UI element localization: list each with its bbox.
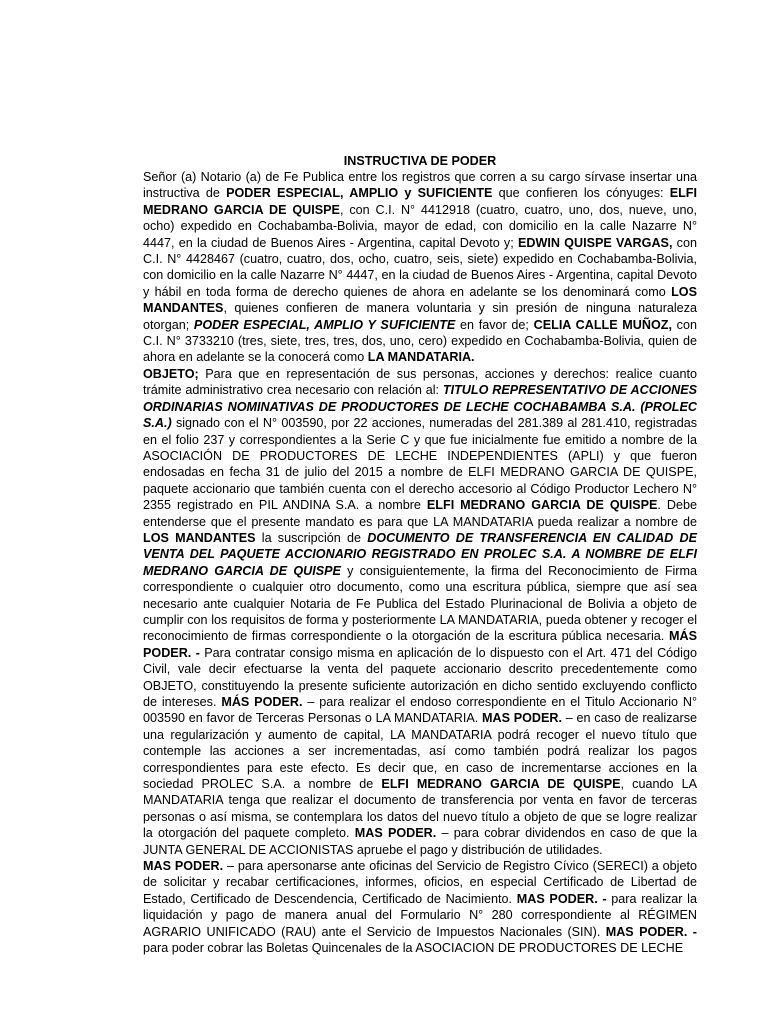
paragraph-text: la suscripción de [255,530,368,545]
paragraph-text: y consiguientemente, la firma del Reconocimiento de Firma correspondiente o cualquier otro documento, como una escritura pública, siempre que así sea necesario ante cualquier Notaria de Fe Publica del Estado Plurinacional de Bolivia a objeto de cumplir con los requisitos de forma y posteriormente LA MANDATARIA, pueda obtener y recoger el reconocimiento de firmas correspondiente o la otorgación de la escritura pública necesaria. [143,563,697,644]
paragraph-text: Para que en representación de sus personas, acciones y derechos: realice cuanto trámite administrativo crea necesario con relación al: [143,366,697,398]
paragraph-mas-poder [143,858,697,956]
paragraph-text: Para contratar consigo misma en aplicación de lo dispuesto con el Art. 471 del Código Civil, vale decir efectuarse la venta del paquete accionario descrito precedentemente como OBJETO, constituyendo la presente suficiente autorización en dicho sentido excluyendo conflicto de intereses. [143,645,697,709]
paragraph-text: signado con el N° 003590, por 22 acciones, numeradas del 281.389 al 281.410, registradas en el folio 237 y correspondientes a la Serie C y que fue inicialmente fue emitido a nombre de la ASOCIACIÓN DE PRODUCTORES DE LECHE INDEPENDIENTES (APLI) y que fueron endosadas en fecha 31 de julio del 2015 a nombre de ELFI MEDRANO GARCIA DE QUISPE, paquete accionario que también cuenta con el derecho accesorio al Código Productor Lechero N° 2355 registrado en PIL ANDINA S.A. a nombre [143,416,697,513]
emphasized-text: MAS PODER. [481,711,563,726]
paragraph-text: para realizar la liquidación y pago de manera anual del Formulario N° 280 correspondiente al RÉGIMEN AGRARIO UNIFICADO (RAU) ante el Servicio de Impuestos Nacionales (SIN). [143,891,697,939]
emphasized-text: TITULO REPRESENTATIVO DE ACCIONES ORDINARIAS NOMINATIVAS DE PRODUCTORES DE LECHE COCHABAMBA S.A. (PROLEC S.A.) [143,383,697,431]
paragraph-text: – para apersonarse ante oficinas del Servicio de Registro Cívico (SERECI) a objeto de solicitar y recabar certificaciones, informes, oficios, en especial Certificado de Libertad de Estado, Certificado de Descendencia, Certificado de Nacimiento. [143,859,697,906]
emphasized-text: LA MANDATARIA. [367,350,475,365]
emphasized-text: PODER ESPECIAL, AMPLIO Y SUFICIENTE [193,317,456,332]
document-title: INSTRUCTIVA DE PODER [343,154,497,168]
document-body [143,169,697,957]
emphasized-text: MAS PODER. - [605,924,697,939]
paragraph-text: – para realizar el endoso correspondiente en el Titulo Accionario N° 003590 en favor de Terceras Personas o LA MANDATARIA. [143,695,697,726]
emphasized-text: PODER ESPECIAL, AMPLIO y SUFICIENTE [226,186,493,201]
emphasized-text: ELFI MEDRANO GARCIA DE QUISPE [381,777,621,792]
paragraph-text: – para cobrar dividendos en caso de que la JUNTA GENERAL DE ACCIONISTAS apruebe el pago y distribución de utilidades. [143,826,697,857]
emphasized-text: OBJETO; [143,366,199,381]
paragraph-text: , cuando LA MANDATARIA tenga que realizar el documento de transferencia por venta en favor de terceras personas o así misma, se contemplara los datos del nuevo título a objeto de que se logre realizar la otorgación del paquete completo. [143,777,698,841]
emphasized-text: EDWIN QUISPE VARGAS, [517,235,673,250]
emphasized-text: ELFI MEDRANO GARCIA DE QUISPE [143,186,698,217]
emphasized-text: ELFI MEDRANO GARCIA DE QUISPE [426,498,658,513]
paragraph-text: que confieren los cónyuges: [492,186,670,201]
paragraph-text: para poder cobrar las Boletas Quincenales de la ASOCIACION DE PRODUCTORES DE LECHE [143,941,684,956]
paragraph-text: , quienes confieren de manera voluntaria y sin presión de ninguna naturaleza otorgan; [143,301,697,332]
paragraph-text: Señor (a) Notario (a) de Fe Publica entre los registros que corren a su cargo sírvase insertar una instructiva de [143,170,697,201]
emphasized-text: MAS PODER. [354,826,437,841]
paragraph-text: con C.I. N° 3733210 (tres, siete, tres, tres, dos, uno, cero) expedido en Cochabamba-Bolivia, quien de ahora en adelante se la conocerá como [143,317,697,365]
emphasized-text: CELIA CALLE MUÑOZ, [533,317,672,332]
paragraph-text: , con C.I. N° 4412918 (cuatro, cuatro, uno, dos, nueve, uno, ocho) expedido en Cochabamba-Bolivia, mayor de edad, con domicilio en la calle Nazarre N° 4447, en la ciudad de Buenos Aires - Argentina, capital Devoto y; [143,202,697,250]
emphasized-text: MAS PODER. [143,859,224,874]
paragraph-objeto [143,366,697,858]
emphasized-text: MÁS PODER. - [143,629,697,660]
paragraph-text: con C.I. N° 4428467 (cuatro, cuatro, dos, ocho, cuatro, seis, siete) expedido en Cochabamba-Bolivia, con domicilio en la calle Nazarre N° 4447, en la ciudad de Buenos Aires - Argentina, capital Devoto y hábil en toda forma de derecho quienes de ahora en adelante se los denominará como [143,235,697,299]
paragraph-text: – en caso de realizarse una regularización y aumento de capital, LA MANDATARIA podrá recoger el nuevo título que contemple las acciones a ser incrementadas, así como también podrá realizar los pagos correspondientes para este efecto. Es decir que, en caso de incrementarse acciones en la sociedad PROLEC S.A. a nombre de [143,711,697,792]
emphasized-text: MÁS PODER. [221,695,303,709]
emphasized-text: DOCUMENTO DE TRANSFERENCIA EN CALIDAD DE VENTA DEL PAQUETE ACCIONARIO REGISTRADO EN PROLEC S.A. A NOMBRE DE ELFI MEDRANO GARCIA DE QUISPE [143,530,697,578]
emphasized-text: LOS MANDANTES [143,530,256,545]
paragraph-text: en favor de; [455,317,534,332]
emphasized-text: MAS PODER. - [516,891,607,906]
paragraph-mandantes [143,169,697,366]
paragraph-text: . Debe entenderse que el presente mandato es para que LA MANDATARIA pueda realizar a nombre de [143,498,697,529]
emphasized-text: LOS MANDANTES [143,284,697,316]
